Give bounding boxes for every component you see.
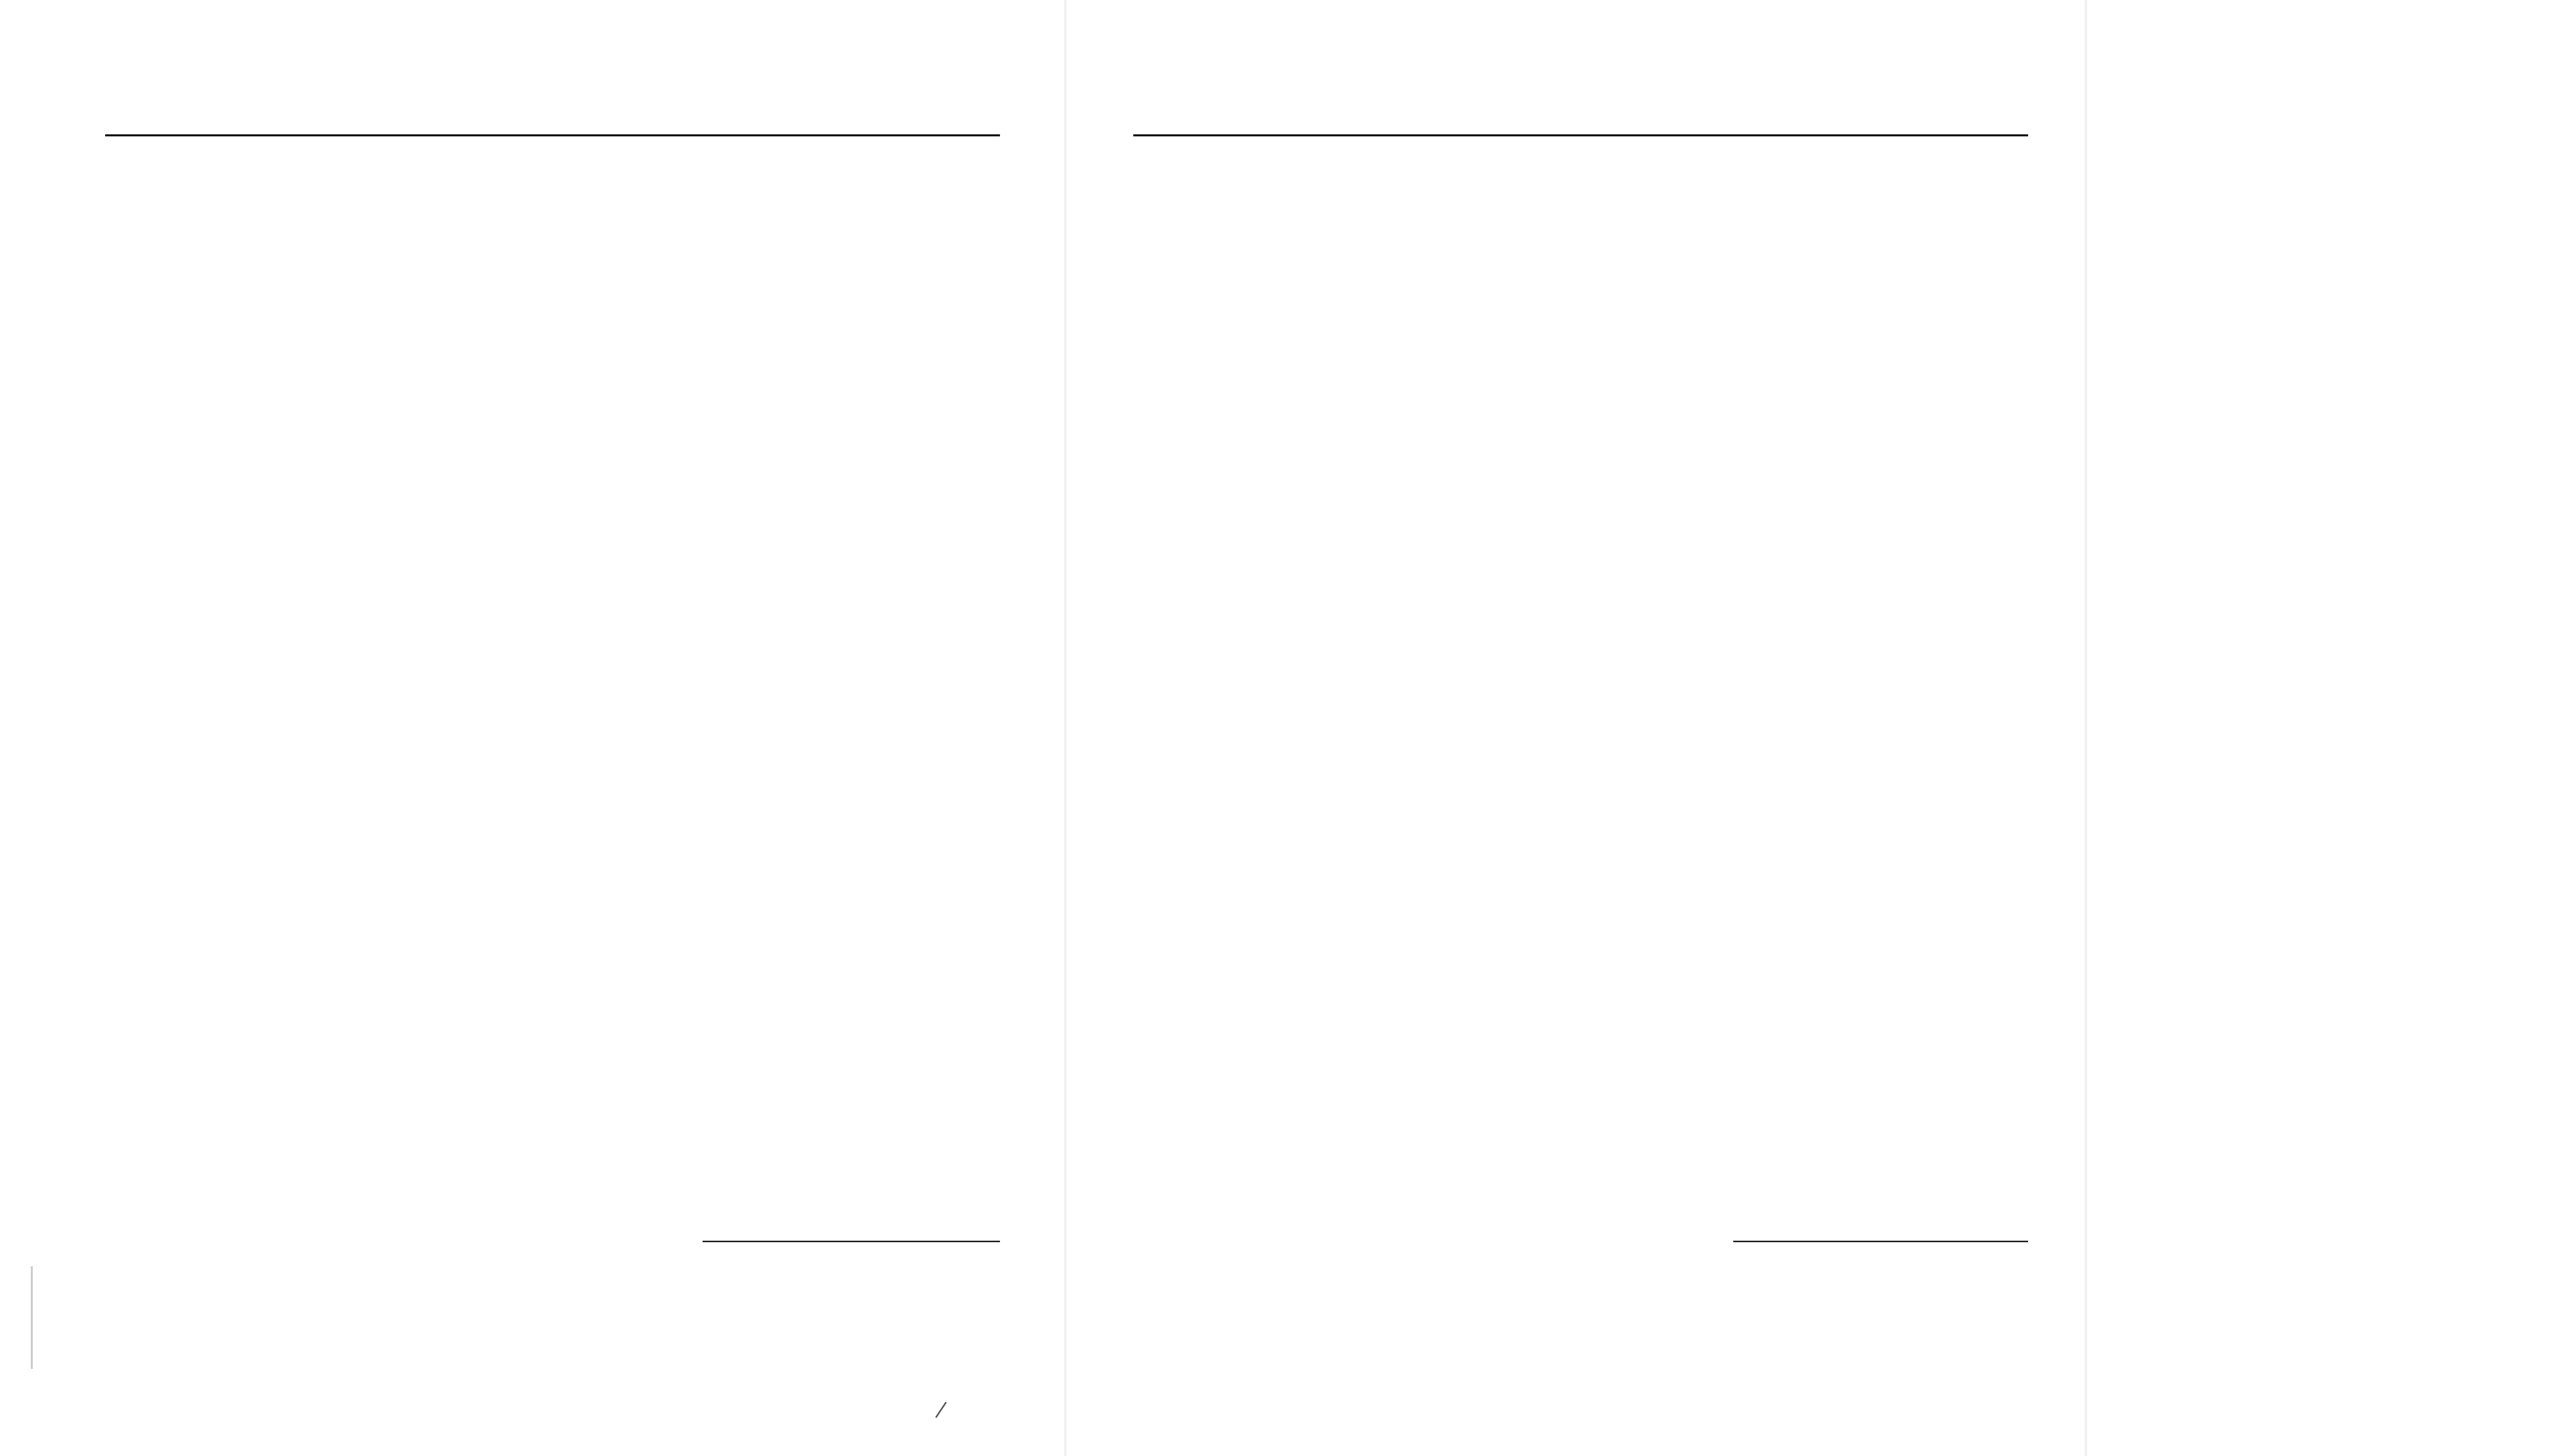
page-248	[1067, 0, 2087, 1456]
footnotes	[1133, 1261, 2028, 1287]
page-header	[110, 97, 997, 133]
scan-speck	[31, 1266, 33, 1369]
header-rule	[1133, 134, 2028, 136]
page-body	[105, 174, 1000, 179]
title-page	[2087, 0, 2564, 1456]
page-249	[0, 0, 1067, 1456]
page-body	[1133, 174, 2028, 179]
page-header	[1138, 97, 2023, 133]
footnote-rule	[1733, 1241, 2028, 1242]
header-rule	[105, 134, 1000, 136]
footnote-row	[1133, 1261, 2028, 1287]
footnote-rule	[703, 1241, 1000, 1242]
margin-mark-icon	[933, 1400, 949, 1420]
